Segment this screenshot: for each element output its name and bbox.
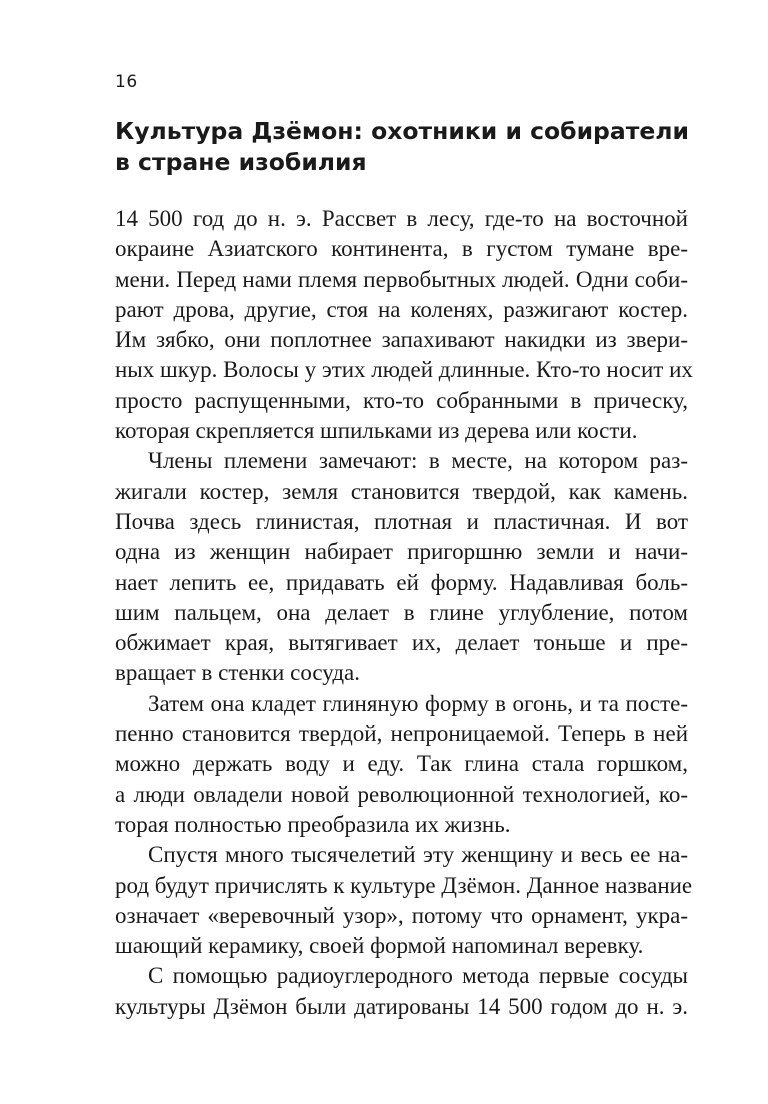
text-line: пенно становится твердой, непроницаемой. Теперь в ней xyxy=(115,721,688,747)
paragraph-2 xyxy=(115,446,688,688)
page-number: 16 xyxy=(115,72,138,92)
paragraph-4 xyxy=(115,840,693,961)
text-line: одна из женщин набирает пригоршню земли и начи- xyxy=(115,539,688,565)
text-line: Члены племени замечают: в месте, на котором раз- xyxy=(148,448,688,474)
text-line: Им зябко, они поплотнее запахивают накидки из звери- xyxy=(115,327,688,353)
text-line: рают дрова, другие, стоя на коленях, разжигают костер. xyxy=(115,296,688,322)
chapter-title-line: в стране изобилия xyxy=(115,148,367,176)
chapter-title xyxy=(115,116,689,178)
paragraph-1 xyxy=(115,204,693,446)
text-line: Затем она кладет глиняную форму в огонь, и та посте- xyxy=(148,690,688,716)
text-line: которая скрепляется шпильками из дерева или кости. xyxy=(115,418,638,444)
text-line: Спустя много тысячелетий эту женщину и весь ее на- xyxy=(148,842,688,868)
text-line: культуры Дзёмон были датированы 14 500 годом до н. э. xyxy=(115,993,688,1019)
text-line: а люди овладели новой революционной технологией, ко- xyxy=(115,781,688,807)
text-line: род будут причислять к культуре Дзёмон. Данное название xyxy=(115,872,693,898)
text-line: ных шкур. Волосы у этих людей длинные. Кто-то носит их xyxy=(115,357,693,383)
text-line: жигали костер, земля становится твердой, как камень. xyxy=(115,478,688,504)
paragraph-5 xyxy=(115,961,688,1022)
text-line: Почва здесь глинистая, плотная и пластичная. И вот xyxy=(115,508,688,534)
body-text xyxy=(115,204,693,1022)
chapter-title-line: Культура Дзёмон: охотники и собиратели xyxy=(115,117,689,145)
text-line: просто распущенными, кто-то собранными в прическу, xyxy=(115,387,688,413)
text-line: окраине Азиатского континента, в густом тумане вре- xyxy=(115,236,688,262)
text-line: обжимает края, вытягивает их, делает тоньше и пре- xyxy=(115,630,688,656)
text-line: нает лепить ее, придавать ей форму. Надавливая боль- xyxy=(115,569,688,595)
text-line: С помощью радиоуглеродного метода первые сосуды xyxy=(148,963,688,989)
text-line: вращает в стенки сосуда. xyxy=(115,660,361,686)
paragraph-3 xyxy=(115,689,688,840)
text-line: шим пальцем, она делает в глине углубление, потом xyxy=(115,599,688,625)
text-line: шающий керамику, своей формой напоминал веревку. xyxy=(115,933,644,959)
text-line: мени. Перед нами племя первобытных людей. Одни соби- xyxy=(115,266,688,292)
text-line: можно держать воду и еду. Так глина стала горшком, xyxy=(115,751,688,777)
text-line: 14 500 год до н. э. Рассвет в лесу, где-то на восточной xyxy=(115,206,688,231)
text-line: означает «веревочный узор», потому что орнамент, укра- xyxy=(115,902,688,928)
text-line: торая полностью преобразила их жизнь. xyxy=(115,811,511,837)
